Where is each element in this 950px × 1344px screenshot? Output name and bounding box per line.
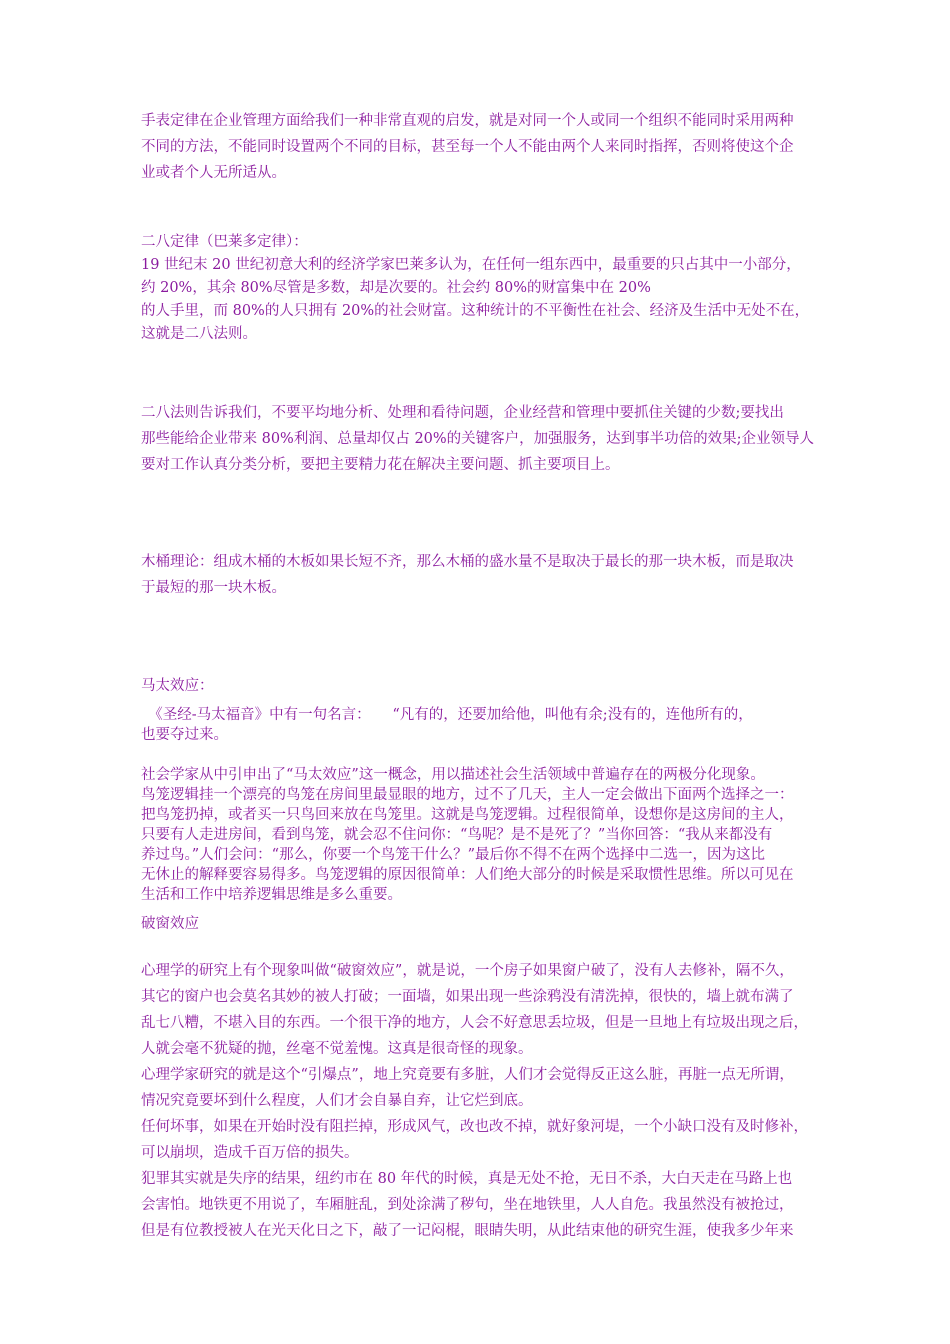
text-line: 鸟笼逻辑挂一个漂亮的鸟笼在房间里最显眼的地方，过不了几天，主人一定会做出下面两个选择之一：: [141, 787, 794, 803]
text-line: 但是有位教授被人在光天化日之下，敲了一记闷棍，眼睛失明，从此结束他的研究生涯，使我多少年来: [141, 1223, 794, 1239]
barrel-theory-paragraph: [141, 549, 821, 601]
matthew-heading-block: [141, 676, 821, 696]
text-line: 19 世纪末 20 世纪初意大利的经济学家巴莱多认为，在任何一组东西中，最重要的只占其中一小部分，: [141, 257, 801, 273]
text-line: 手表定律在企业管理方面给我们一种非常直观的启发，就是对同一个人或同一个组织不能同时采用两种: [141, 113, 794, 129]
text-line: 约 20%，其余 80%尽管是多数，却是次要的。社会约 80%的财富集中在 20%: [141, 280, 651, 296]
broken-window-paragraph: [141, 958, 821, 1244]
text-line: 社会学家从中引申出了“马太效应”这一概念，用以描述社会生活领域中普遍存在的两极分化现象。: [141, 767, 765, 783]
text-line: 的人手里，而 80%的人只拥有 20%的社会财富。这种统计的不平衡性在社会、经济及生活中无处不在，: [141, 303, 810, 319]
section-heading: 马太效应：: [141, 678, 214, 694]
text-line: 人就会毫不犹疑的抛，丝毫不觉羞愧。这真是很奇怪的现象。: [141, 1041, 533, 1057]
matthew-effect-paragraph: [141, 765, 821, 905]
text-line: 养过鸟。”人们会问：“那么，你要一个鸟笼干什么？”最后你不得不在两个选择中二选一，因为这比: [141, 847, 765, 863]
text-line: 不同的方法，不能同时设置两个不同的目标，甚至每一个人不能由两个人来同时指挥，否则将使这个企: [141, 139, 794, 155]
text-line: 木桶理论：组成木桶的木板如果长短不齐，那么木桶的盛水量不是取决于最长的那一块木板，而是取决: [141, 554, 794, 570]
matthew-quote: [141, 705, 821, 745]
text-line: 只要有人走进房间，看到鸟笼，就会忍不住问你：“鸟呢？是不是死了？”当你回答：“我从来都没有: [141, 827, 773, 843]
watch-law-paragraph: [141, 108, 821, 186]
text-line: 可以崩坝，造成千百万倍的损失。: [141, 1145, 359, 1161]
text-line: 这就是二八法则。: [141, 326, 257, 342]
text-line: 业或者个人无所适从。: [141, 165, 286, 181]
text-line: 无休止的解释要容易得多。鸟笼逻辑的原因很简单：人们绝大部分的时候是采取惯性思维。所以可见在: [141, 867, 794, 883]
text-line: 也要夺过来。: [141, 727, 228, 743]
text-line: 把鸟笼扔掉，或者买一只鸟回来放在鸟笼里。这就是鸟笼逻辑。过程很简单，设想你是这房间的主人，: [141, 807, 794, 823]
text-line: 心理学的研究上有个现象叫做“破窗效应”，就是说，一个房子如果窗户破了，没有人去修补，隔不久，: [141, 963, 794, 979]
text-line: 乱七八糟，不堪入目的东西。一个很干净的地方，人会不好意思丢垃圾，但是一旦地上有垃圾出现之后，: [141, 1015, 808, 1031]
text-line: 其它的窗户也会莫名其妙的被人打破；一面墙，如果出现一些涂鸦没有清洗掉，很快的，墙上就布满了: [141, 989, 794, 1005]
text-line: 生活和工作中培养逻辑思维是多么重要。: [141, 887, 402, 903]
text-line: 那些能给企业带来 80%利润、总量却仅占 20%的关键客户，加强服务，达到事半功倍的效果;企业领导人: [141, 431, 815, 447]
pareto-application-paragraph: [141, 400, 821, 478]
text-line: 心理学家研究的就是这个“引爆点”，地上究竟要有多脏，人们才会觉得反正这么脏，再脏一点无所谓，: [141, 1067, 794, 1083]
text-line: 《圣经-马太福音》中有一句名言： “凡有的，还要加给他，叫他有余;没有的，连他所有的，: [141, 707, 753, 723]
text-line: 犯罪其实就是失序的结果，纽约市在 80 年代的时候，真是无处不抢，无日不杀，大白天走在马路上也: [141, 1171, 793, 1187]
broken-window-heading-block: [141, 914, 821, 934]
text-line: 要对工作认真分类分析，要把主要精力花在解决主要问题、抓主要项目上。: [141, 457, 620, 473]
text-line: 任何坏事，如果在开始时没有阻拦掉，形成风气，改也改不掉，就好象河堤，一个小缺口没有及时修补，: [141, 1119, 808, 1135]
text-line: 二八法则告诉我们，不要平均地分析、处理和看待问题，企业经营和管理中要抓住关键的少数;要找出: [141, 405, 784, 421]
text-line: 情况究竟要坏到什么程度，人们才会自暴自弃，让它烂到底。: [141, 1093, 533, 1109]
text-line: 于最短的那一块木板。: [141, 580, 286, 596]
pareto-section: [141, 231, 821, 346]
text-line: 会害怕。地铁更不用说了，车厢脏乱，到处涂满了秽句，坐在地铁里，人人自危。我虽然没有被抢过，: [141, 1197, 794, 1213]
section-heading: 破窗效应: [141, 916, 199, 932]
section-heading: 二八定律（巴莱多定律）：: [141, 234, 308, 250]
